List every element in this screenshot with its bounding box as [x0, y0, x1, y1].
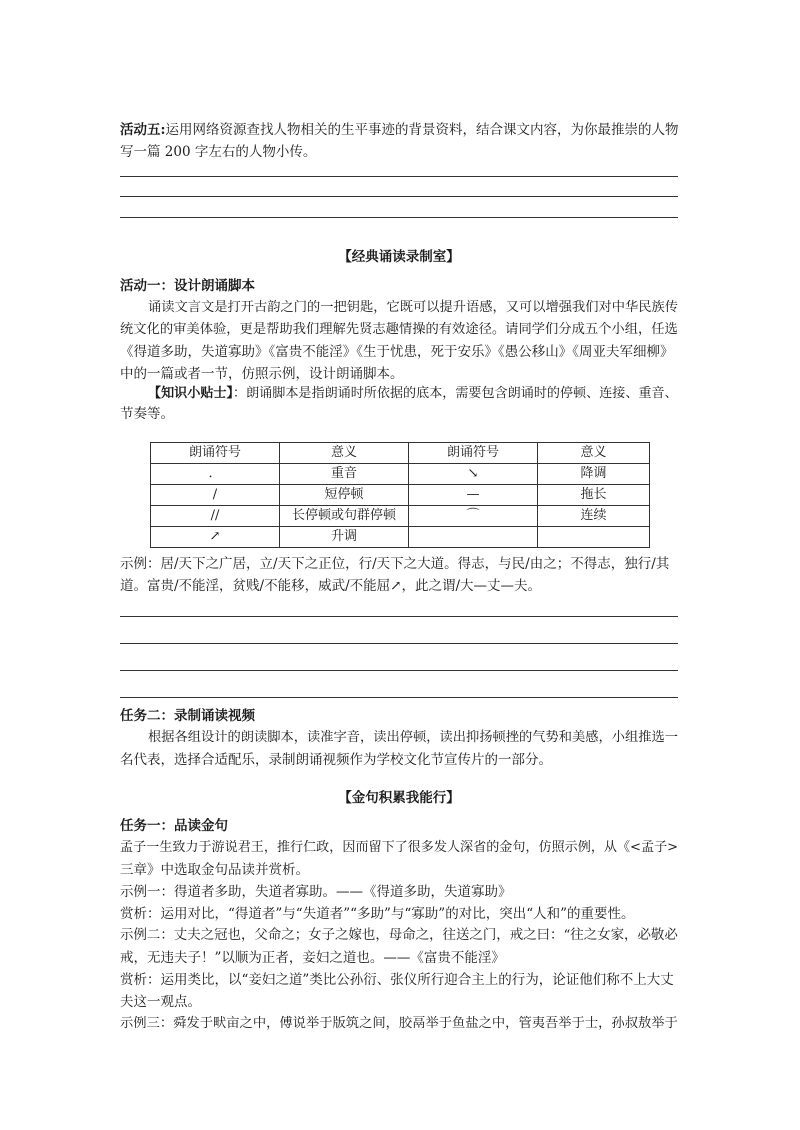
table-cell	[409, 527, 538, 548]
section-title-golden-sentences: 【金句积累我能行】	[338, 790, 460, 806]
table-header-row	[151, 443, 650, 464]
tip-label: 【知识小贴士】	[148, 386, 234, 401]
body-line: 示例二：丈夫之冠也，父命之；女子之嫁也，母命之，往送之门，戒之曰：“往之女家，必敬必	[120, 928, 678, 943]
answer-line	[120, 196, 678, 197]
paragraph-line: 诵读文言文是打开古韵之门的一把钥匙，它既可以提升语感，又可以增强我们对中华民族传	[148, 300, 679, 315]
tip-text: ：朗诵脚本是指朗诵时所依据的底本，需要包含朗诵时的停顿、连接、重音、	[233, 386, 678, 401]
table-cell	[538, 527, 650, 548]
paragraph-line: 中的一篇或者一节，仿照示例，设计朗诵脚本。	[120, 366, 404, 382]
body-line: 赏析：运用类比，以“妾妇之道”类比公孙衍、张仪所行迎合主上的行为，论证他们称不上大丈	[120, 972, 674, 988]
recitation-symbol-table	[150, 442, 650, 548]
tip-line1	[148, 384, 678, 404]
task2-heading: 任务二：录制诵读视频	[120, 708, 255, 724]
table-cell: /	[151, 485, 280, 506]
table-cell: 连续	[538, 506, 650, 527]
body-line: 夫这一观点。	[120, 994, 201, 1010]
table-cell: //	[151, 506, 280, 527]
task2-line2: 名代表，选择合适配乐，录制朗诵视频作为学校文化节宣传片的一部分。	[120, 752, 552, 768]
table-cell: ↗	[151, 527, 280, 548]
table-cell: ↘	[409, 464, 538, 485]
activity5-text: 运用网络资源查找人物相关的生平事迹的背景资料，结合课文内容，为你最推崇的人物	[165, 122, 679, 138]
table-cell: —	[409, 485, 538, 506]
answer-line	[120, 217, 678, 218]
task2-line1: 根据各组设计的朗读脚本，读准字音，读出停顿，读出抑扬顿挫的气势和美感，小组推选一	[148, 730, 679, 745]
paragraph-line: 《得道多助，失道寡助》《富贵不能淫》《生于忧患，死于安乐》《愚公移山》《周亚夫军细柳》	[120, 344, 674, 360]
tip-line2: 节奏等。	[120, 406, 174, 422]
section-title-recitation: 【经典诵读录制室】	[338, 249, 460, 265]
table-row	[151, 527, 650, 548]
body-line: 示例一：得道者多助，失道者寡助。——《得道多助，失道寡助》	[120, 884, 512, 900]
answer-line	[120, 670, 678, 671]
table-row	[151, 506, 650, 527]
task1-heading: 任务一：品读金句	[120, 818, 228, 834]
activity5-line2: 写一篇 200 字左右的人物小传。	[120, 144, 317, 160]
activity1-heading: 活动一：设计朗诵脚本	[120, 278, 255, 294]
answer-line	[120, 176, 678, 177]
table-cell: 重音	[280, 464, 409, 485]
table-header: 朗诵符号	[151, 443, 280, 464]
activity5-label: 活动五:	[120, 122, 166, 138]
body-line: 戒，无违夫子！”以顺为正者，妾妇之道也。——《富贵不能淫》	[120, 950, 505, 966]
example-line1: 示例：居/天下之广居，立/天下之正位，行/天下之大道。得志，与民/由之；不得志，独行/其	[120, 556, 670, 572]
paragraph-line: 统文化的审美体验，更是帮助我们理解先贤志趣情操的有效途径。请同学们分成五个小组，任选	[120, 322, 678, 337]
table-cell: 长停顿或句群停顿	[280, 506, 409, 527]
example-line2: 道。富贵/不能淫，贫贱/不能移，威武/不能屈↗，此之谓/大—丈—夫。	[120, 578, 542, 594]
body-line: 示例三：舜发于畎亩之中，傅说举于版筑之间，胶鬲举于鱼盐之中，管夷吾举于士，孙叔敖举于	[120, 1016, 678, 1031]
activity5-line1	[120, 120, 678, 140]
table-cell: 拖长	[538, 485, 650, 506]
table-cell: 降调	[538, 464, 650, 485]
answer-line	[120, 643, 678, 644]
table-header: 意义	[538, 443, 650, 464]
table-header: 朗诵符号	[409, 443, 538, 464]
table-row	[151, 485, 650, 506]
table-row	[151, 464, 650, 485]
body-line: 孟子一生致力于游说君王，推行仁政，因而留下了很多发人深省的金句，仿照示例，从《<孟子>	[120, 840, 679, 855]
table-cell: ．	[151, 464, 280, 485]
body-line: 三章》中选取金句品读并赏析。	[120, 862, 309, 878]
table-cell: ⌒	[409, 506, 538, 527]
answer-line	[120, 616, 678, 617]
table-cell: 升调	[280, 527, 409, 548]
body-line: 赏析：运用对比，“得道者”与“失道者”“多助”与“寡助”的对比，突出“人和”的重要性。	[120, 906, 635, 922]
table-cell: 短停顿	[280, 485, 409, 506]
answer-line	[120, 697, 678, 698]
table-header: 意义	[280, 443, 409, 464]
